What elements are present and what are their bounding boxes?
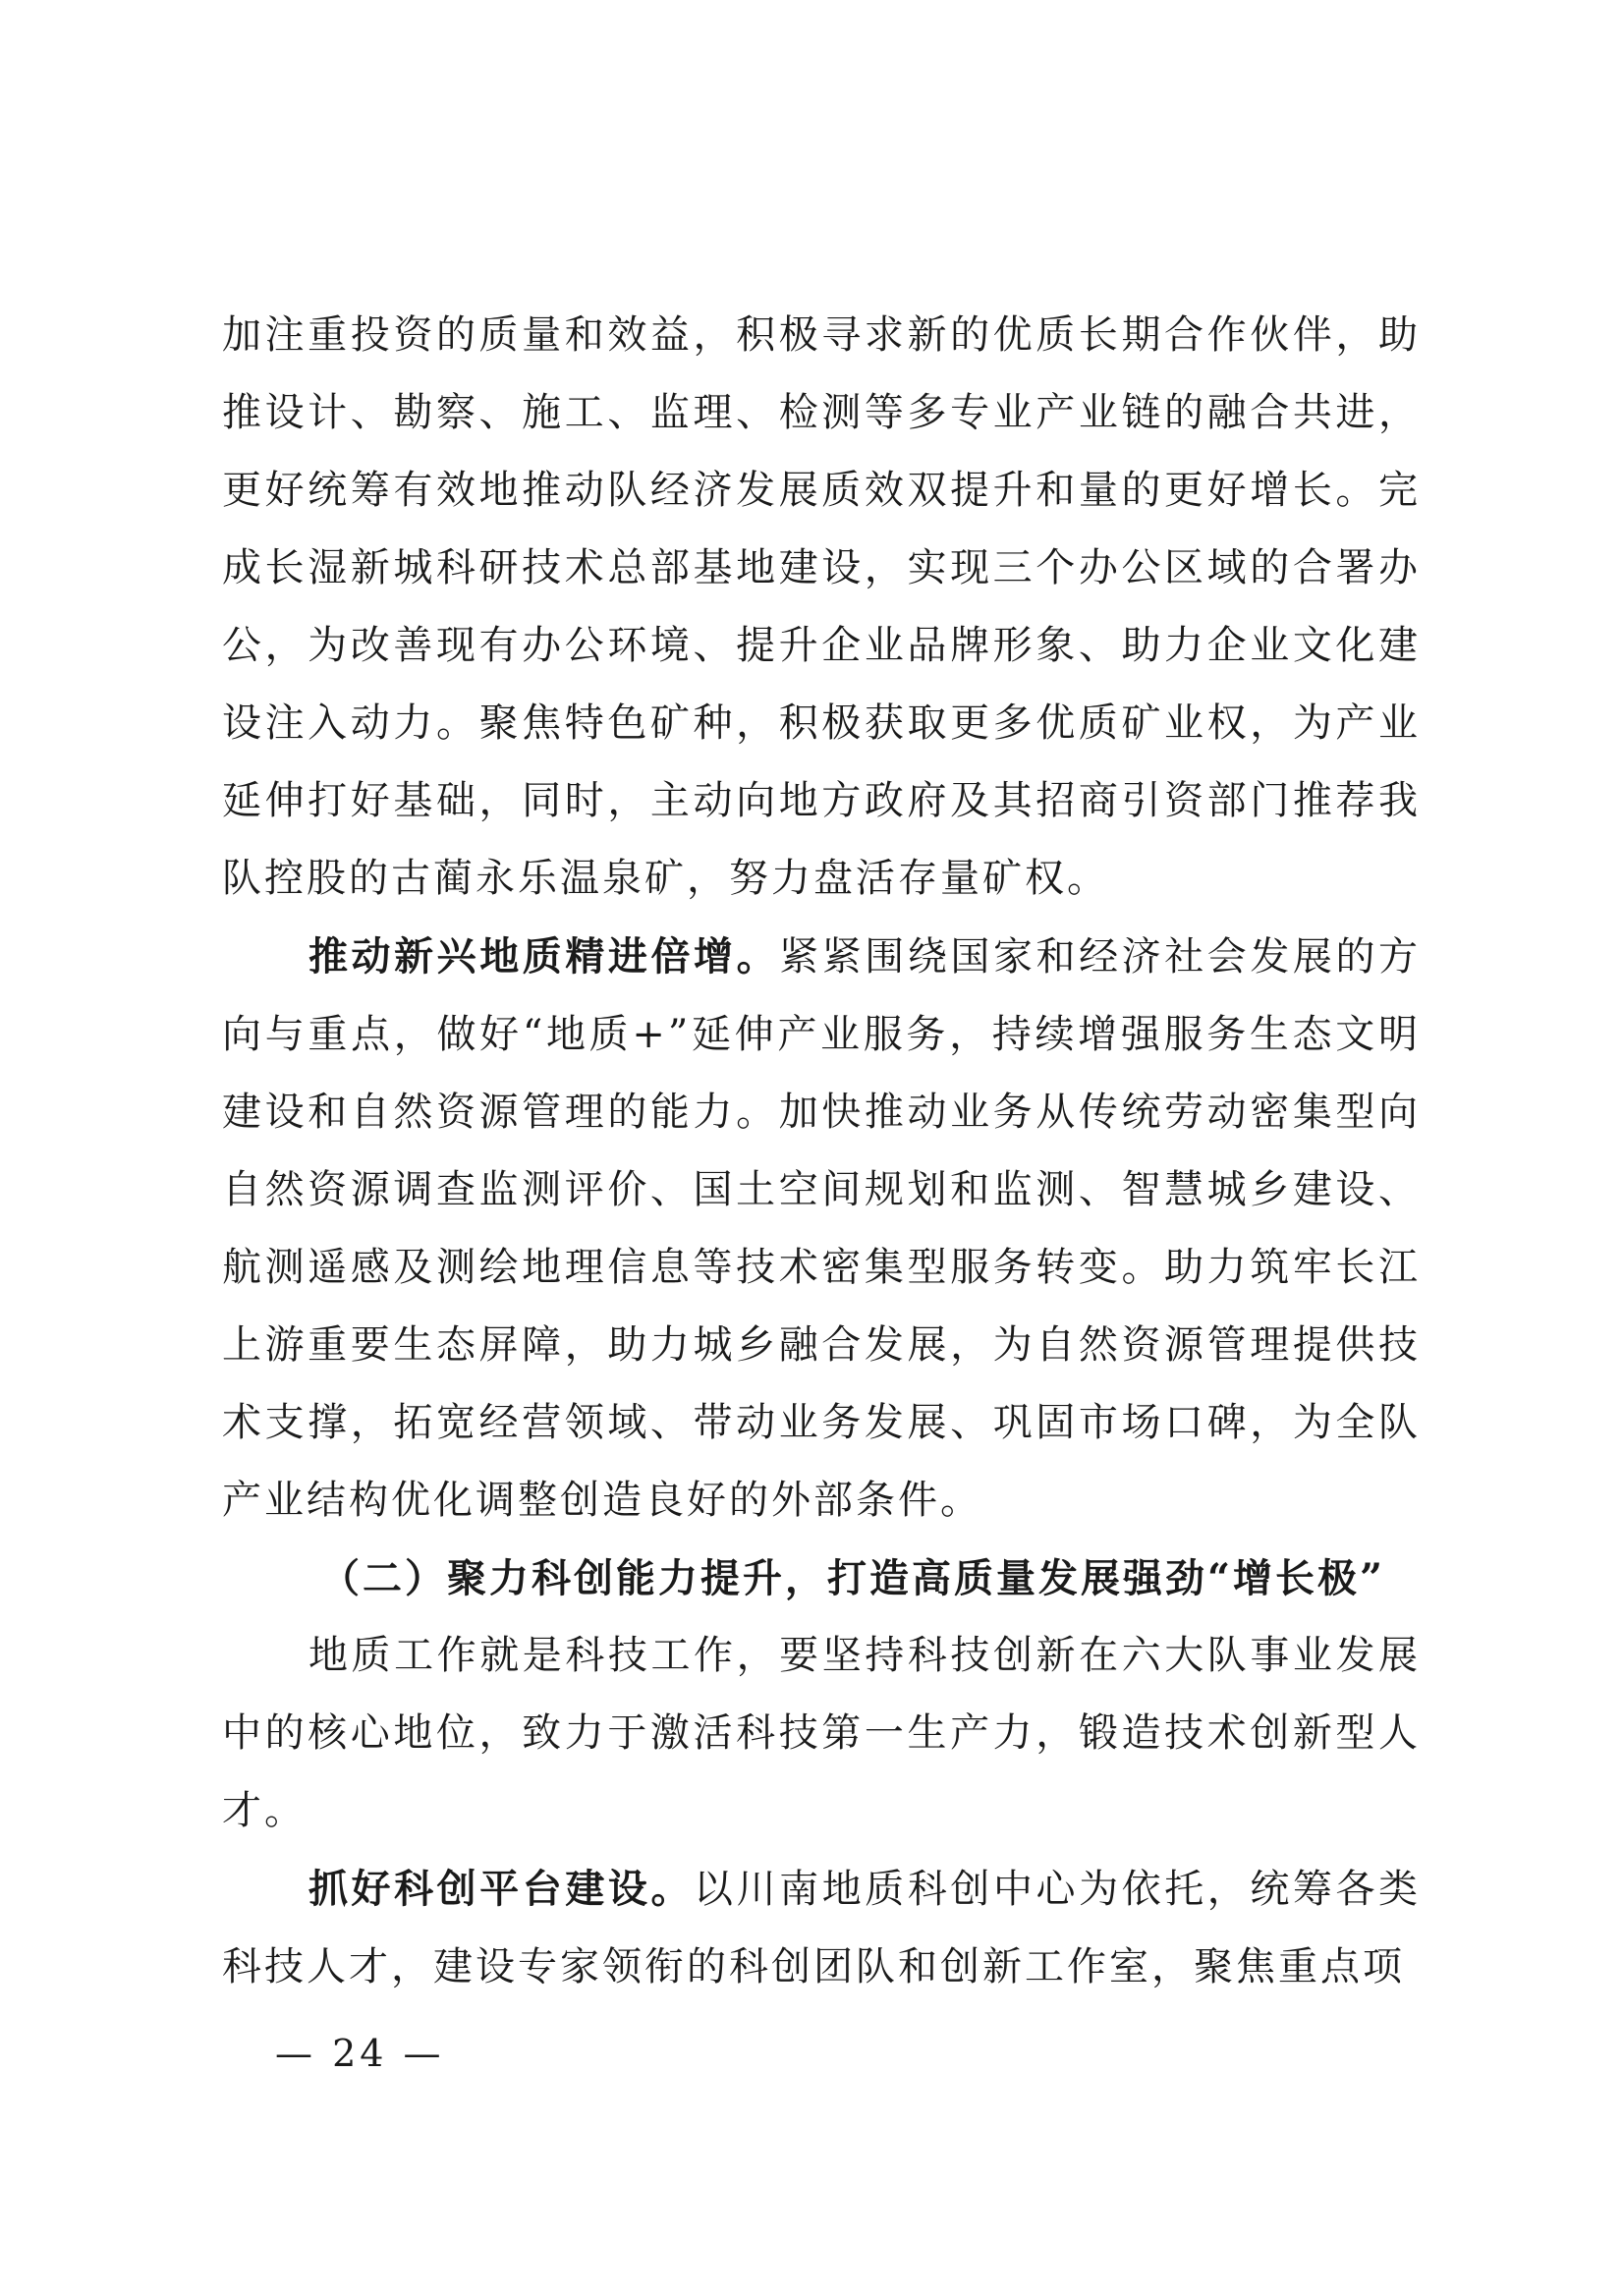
paragraph-emerging-geology xyxy=(222,918,1421,1540)
paragraph-lead: 推动新兴地质精进倍增。 xyxy=(308,933,780,980)
body-text xyxy=(222,297,1421,2006)
paragraph-science-intro xyxy=(222,1617,1421,1850)
paragraph-lead: 抓好科创平台建设。 xyxy=(308,1866,695,1912)
paragraph-text: 以川南地质科创中心为依托，统筹各类科技人才，建设专家领衔的科创团队和创新工作室，聚焦重点项 xyxy=(222,1867,1422,1989)
section-heading: （二）聚力科创能力提升，打造高质量发展强劲“增长极” xyxy=(320,1555,1386,1601)
page-number: — 24 — xyxy=(275,2032,445,2075)
paragraph-continuation xyxy=(222,297,1421,918)
paragraph-text: 紧紧围绕国家和经济社会发展的方向与重点，做好“地质+”延伸产业服务，持续增强服务生态文明建设和自然资源管理的能力。加快推动业务从传统劳动密集型向自然资源调查监测评价、国土空间规划和监测、智慧城乡建设、航测遥感及测绘地理信息等技术密集型服务转变。助力筑牢长江上游重要生态屏障，助力城乡融合发展，为自然资源管理提供技术支撑，拓宽经营领域、带动业务发展、巩固市场口碑，为全队产业结构优化调整创造良好的外部条件。 xyxy=(222,934,1422,1523)
paragraph-text: 地质工作就是科技工作，要坚持科技创新在六大队事业发展中的核心地位，致力于激活科技第一生产力，锻造技术创新型人才。 xyxy=(222,1633,1421,1833)
paragraph-text: 加注重投资的质量和效益，积极寻求新的优质长期合作伙伴，助推设计、勘察、施工、监理、检测等多专业产业链的融合共进，更好统筹有效地推动队经济发展质效双提升和量的更好增长。完成长湿新城科研技术总部基地建设，实现三个办公区域的合署办公，为改善现有办公环境、提升企业品牌形象、助力企业文化建设注入动力。聚焦特色矿种，积极获取更多优质矿业权，为产业延伸打好基础，同时，主动向地方政府及其招商引资部门推荐我队控股的古蔺永乐温泉矿，努力盘活存量矿权。 xyxy=(222,312,1421,901)
paragraph-innovation-platform xyxy=(222,1850,1421,2006)
